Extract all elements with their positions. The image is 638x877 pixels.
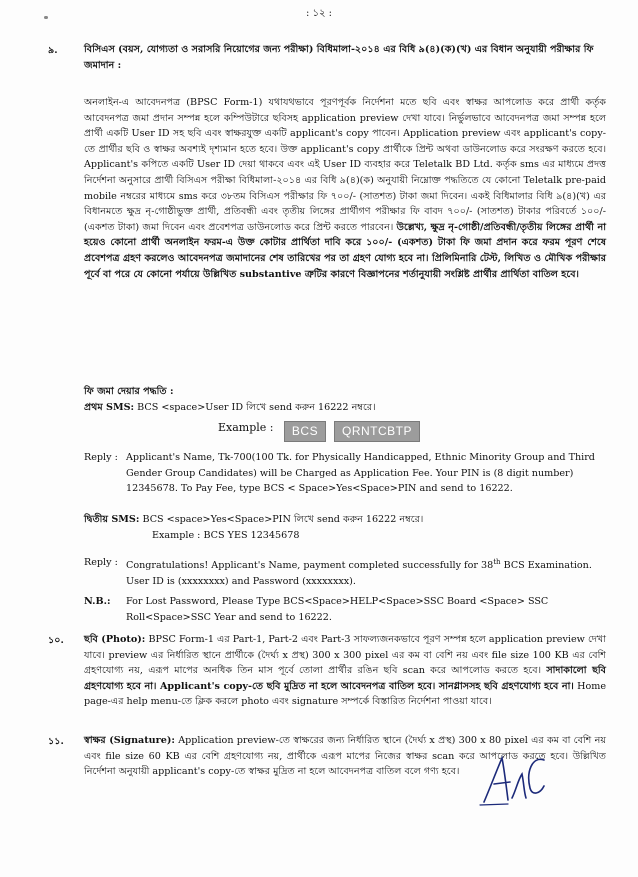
nb-label: N.B.: [84, 596, 111, 607]
section-10-number: ১০. [48, 635, 64, 646]
section-9-heading: বিসিএস (বয়স, যোগ্যতা ও সরাসরি নিয়োগের জন্য পরীক্ষা) বিধিমালা-২০১৪ এর বিধি ৯(৪)(ক)(খ) এর বিধান অনুযায়ী পরীক্ষার ফি জমাদান : [84, 44, 594, 71]
example-box-bcs: BCS [284, 421, 326, 442]
reply-2-text [126, 555, 606, 589]
reply-2-superscript: th [493, 558, 501, 566]
nb-text: For Lost Password, Please Type BCS<Space>HELP<Space>SSC Board <Space> SSC Roll<Space>SSC Year and send to 16222. [126, 596, 549, 623]
example-label: Example : [218, 421, 274, 434]
section-10-text-b: Home page-এর help menu-তে ক্লিক করলে photo এবং signature সম্পর্কে বিস্তারিত নির্দেশনা পাওয়া যাবে। [84, 680, 607, 708]
section-9-number: ৯. [48, 45, 58, 56]
section-9-bold-text: উল্লেখ্য, ক্ষুদ্র নৃ-গোষ্ঠী/প্রতিবন্ধী/তৃতীয় লিঙ্গের প্রার্থী না হয়েও কোনো প্রার্থী অনলাইন ফরম-এ উক্ত কোটার প্রার্থিতা দাবি করে ১০০/- (একশত) টাকা ফি জমা প্রদান করে ফরম পূরণ শেষে প্রবেশপত্র গ্রহণ করলেও আবেদনপত্র জমাদানের শেষ তারিখের পর তা গ্রহণ যোগ্য হবে না। প্রিলিমিনারি টেস্ট, লিখিত ও মৌখিক পরীক্ষার পূর্বে বা পরে যে কোনো পর্যায়ে উল্লিখিত substantive ত্রুটির কারণে বিজ্ঞাপনের শর্তানুযায়ী সংশ্লিষ্ট প্রার্থীর প্রার্থিতা বাতিল হবে। [84, 221, 606, 280]
handwritten-initials [478, 750, 548, 808]
section-11-number: ১১. [48, 736, 64, 747]
reply-2-label: Reply : [84, 557, 118, 568]
reply-2-text-a: Congratulations! Applicant's Name, payment completed successfully for 38 [126, 560, 494, 572]
second-sms-example: Example : BCS YES 12345678 [152, 530, 300, 541]
reply-1-label: Reply : [84, 452, 118, 463]
second-sms-line [84, 512, 606, 528]
second-sms-label: দ্বিতীয় SMS: [84, 514, 140, 525]
section-9-text: অনলাইন-এ আবেদনপত্র (BPSC Form-1) যথাযথভাবে পূরণপূর্বক নির্দেশনা মতে ছবি এবং স্বাক্ষর আপলোড করে প্রার্থী কর্তৃক আবেদনপত্র জমা প্রদান সম্পন্ন হলে কম্পিউটারে ছবিসহ application preview দেখা যাবে। নির্ভুলভাবে আবেদনপত্র জমা সম্পন্ন হলে প্রার্থী একটি User ID সহ ছবি এবং স্বাক্ষরযুক্ত একটি applicant's copy পাবেন। Application preview এবং applicant's copy-তে প্রার্থীর ছবি ও স্বাক্ষর অবশ্যই দৃশ্যমান হতে হবে। উক্ত applicant's copy প্রার্থীকে প্রিন্ট অথবা ডাউনলোড করে সংরক্ষণ করতে হবে। Applicant's কপিতে একটি User ID দেয়া থাকবে এবং এই User ID ব্যবহার করে Teletalk BD Ltd. কর্তৃক sms এর মাধ্যমে প্রদত্ত নির্দেশনা অনুসারে প্রার্থী বিসিএস পরীক্ষা বিধিমালা-২০১৪ এর বিধি ৯(৪)(ক) অনুযায়ী নিম্নোক্ত পদ্ধতিতে যে কোনো Teletalk pre-paid mobile নম্বরের মাধ্যমে sms করে ৩৮তম বিসিএস পরীক্ষার ফি ৭০০/- (সাতশত) টাকা জমা দিবেন। একই বিধিমালার বিধি ৯(৪)(খ) এর বিধানমতে ক্ষুদ্র নৃ-গোষ্ঠীভুক্ত প্রার্থী, প্রতিবন্ধী এবং তৃতীয় লিঙ্গের প্রার্থীগণ পরীক্ষার ফি বাবদ ৭০০/- (সাতশত) টাকার পরিবর্তে ১০০/- (একশত টাকা) জমা দিবেন এবং প্রবেশপত্র ডাউনলোড করে প্রিন্ট করতে পারবেন। [84, 97, 606, 233]
fee-method-heading: ফি জমা দেয়ার পদ্ধতি : [84, 386, 174, 397]
page-number: : ১২ : [305, 8, 333, 19]
section-9-paragraph [84, 95, 606, 282]
second-sms-text: BCS <space>Yes<Space>PIN লিখে send করুন 16222 নম্বরে। [142, 514, 424, 525]
section-10-bold-text: সাদাকালো ছবি গ্রহণযোগ্য হবে না। Applicant's copy-তে ছবি মুদ্রিত না হলে আবেদনপত্র বাতিল হবে। সানগ্লাসসহ ছবি গ্রহণযোগ্য হবে না। [84, 665, 606, 692]
photo-label: ছবি (Photo): [84, 634, 146, 645]
example-box-code: QRNTCBTP [334, 421, 420, 442]
section-10-text-a: BPSC Form-1 এর Part-1, Part-2 এবং Part-3 সাফল্যজনকভাবে পূরণ সম্পন্ন হলে application preview দেখা যাবে। preview এর নির্ধারিত স্থানে প্রার্থীকে (দৈর্ঘ্য x প্রস্থ) 300 x 300 pixel এর কম বা বেশি নয় এবং file size 100 KB এর বেশি গ্রহণযোগ্য নয়, এরূপ মাপের অনধিক তিন মাস পূর্বে তোলা প্রার্থীর রঙিন ছবি scan করে আপলোড করতে হবে। [84, 634, 606, 677]
first-sms-label: প্রথম SMS: [84, 402, 135, 413]
first-sms-line [84, 400, 606, 416]
reply-1-text: Applicant's Name, Tk-700(100 Tk. for Physically Handicapped, Ethnic Minority Group and Third Gender Group Candidates) will be Charged as Application Fee. Your PIN is (8 digit number) 12345678. To Pay Fee, type BCS < Space>Yes<Space>PIN and send to 16222. [126, 452, 595, 495]
section-11-text: Application preview-তে স্বাক্ষরের জন্য নির্ধারিত স্থানে (দৈর্ঘ্য x প্রস্থ) 300 x 80 pixel এর কম বা বেশি নয় এবং file size 60 KB এর বেশি গ্রহণযোগ্য নয়, প্রার্থীকে এরূপ মাপের নিজের স্বাক্ষর scan করে আপলোড করতে হবে। উল্লিখিত নির্দেশনা অনুযায়ী applicant's copy-তে স্বাক্ষর মুদ্রিত না হলে আবেদনপত্র বাতিল বলে গণ্য হবে। [84, 735, 606, 778]
reply-2-text-b: BCS Examination. User ID is (xxxxxxxx) and Password (xxxxxxxx). [126, 560, 592, 587]
section-10-paragraph [84, 632, 606, 710]
signature-label: স্বাক্ষর (Signature): [84, 735, 175, 746]
first-sms-text: BCS <space>User ID লিখে send করুন 16222 নম্বরে। [137, 402, 376, 413]
